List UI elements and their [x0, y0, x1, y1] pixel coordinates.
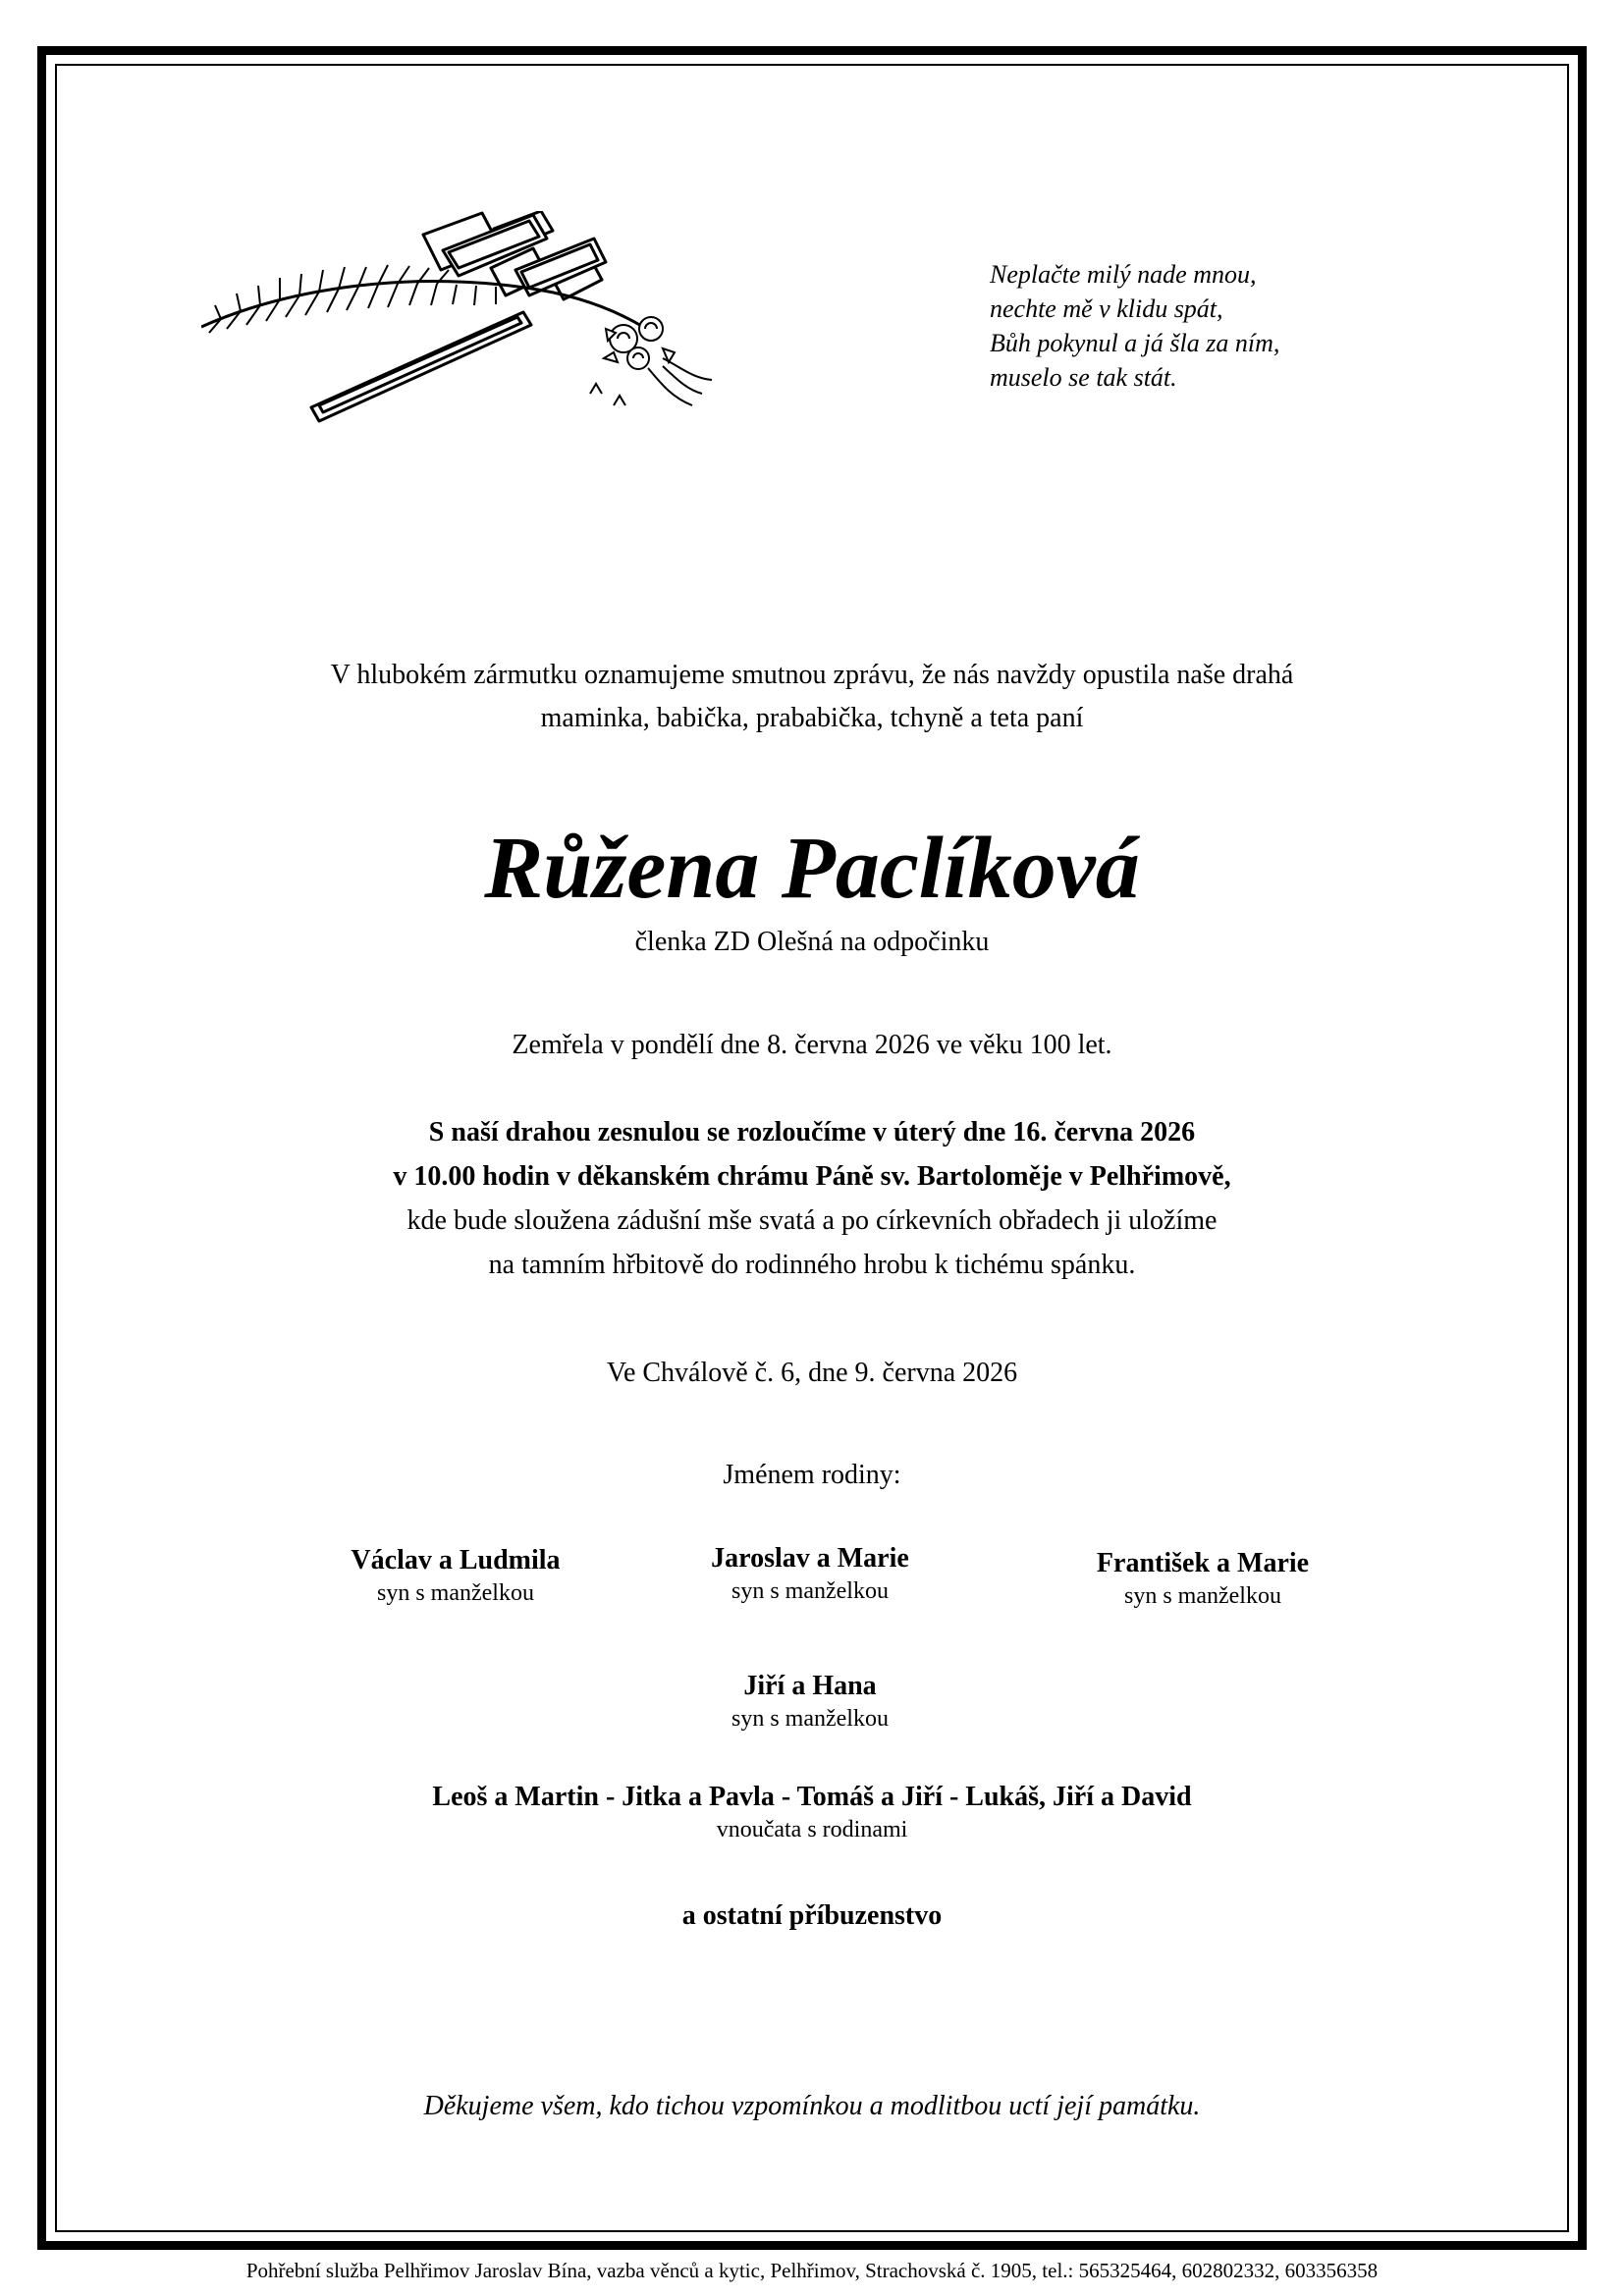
family-member-name: František a Marie: [1096, 1548, 1310, 1578]
family-member: [279, 1543, 632, 1608]
family-member: [633, 1541, 987, 1606]
death-notice: Zemřela v pondělí dne 8. června 2026 ve věku 100 let.: [512, 1030, 1112, 1060]
family-member-relation: syn s manželkou: [377, 1580, 534, 1606]
family-member-relation: syn s manželkou: [1124, 1583, 1281, 1609]
deceased-membership: členka ZD Olešná na odpočinku: [634, 927, 990, 957]
poem: [990, 257, 1402, 395]
deceased-name: Růžena Paclíková: [484, 820, 1140, 917]
funeral-service-footer: Pohřební služba Pelhřimov Jaroslav Bína, vazba věnců a kytic, Pelhřimov, Strachovská č. 1905, tel.: 565325464, 602802332, 603356358: [245, 2259, 1379, 2282]
poem-line: Neplačte milý nade mnou,: [990, 260, 1257, 289]
family-member: [633, 1669, 987, 1734]
family-heading: Jménem rodiny:: [723, 1460, 901, 1490]
family-member-relation: syn s manželkou: [731, 1578, 889, 1604]
family-member-name: Jaroslav a Marie: [711, 1543, 909, 1574]
cross-with-palm-branch-and-roses-icon: [201, 211, 751, 437]
funeral-line: v 10.00 hodin v děkanském chrámu Páně sv. Bartoloměje v Pelhřimově,: [393, 1161, 1231, 1192]
announcement-line: V hlubokém zármutku oznamujeme smutnou zprávu, že nás navždy opustila naše drahá: [330, 660, 1294, 690]
poem-line: Bůh pokynul a já šla za ním,: [990, 329, 1280, 357]
place-date: Ve Chválově č. 6, dne 9. června 2026: [606, 1358, 1018, 1388]
thanks-note: Děkujeme všem, kdo tichou vzpomínkou a modlitbou uctí její památku.: [423, 2091, 1201, 2121]
family-member-relation: syn s manželkou: [731, 1706, 889, 1732]
funeral-details: [55, 1110, 1569, 1287]
grandchildren: [55, 1780, 1569, 1844]
announcement: [55, 654, 1569, 740]
funeral-line: kde bude sloužena zádušní mše svatá a po církevních obřadech ji uložíme: [406, 1205, 1218, 1236]
poem-line: nechte mě v klidu spát,: [990, 294, 1223, 323]
grandchildren-names: Leoš a Martin - Jitka a Pavla - Tomáš a Jiří - Lukáš, Jiří a David: [432, 1782, 1192, 1812]
family-member: [1026, 1546, 1380, 1611]
poem-line: muselo se tak stát.: [990, 363, 1177, 392]
grandchildren-relation: vnoučata s rodinami: [716, 1817, 908, 1842]
family-member-name: Václav a Ludmila: [351, 1545, 561, 1575]
other-relatives: a ostatní příbuzenstvo: [681, 1900, 943, 1931]
family-member-name: Jiří a Hana: [743, 1671, 877, 1701]
funeral-line: S naší drahou zesnulou se rozloučíme v úterý dne 16. června 2026: [428, 1117, 1196, 1148]
funeral-line: na tamním hřbitově do rodinného hrobu k tichému spánku.: [488, 1250, 1136, 1280]
announcement-line: maminka, babička, prababička, tchyně a teta paní: [540, 703, 1084, 733]
